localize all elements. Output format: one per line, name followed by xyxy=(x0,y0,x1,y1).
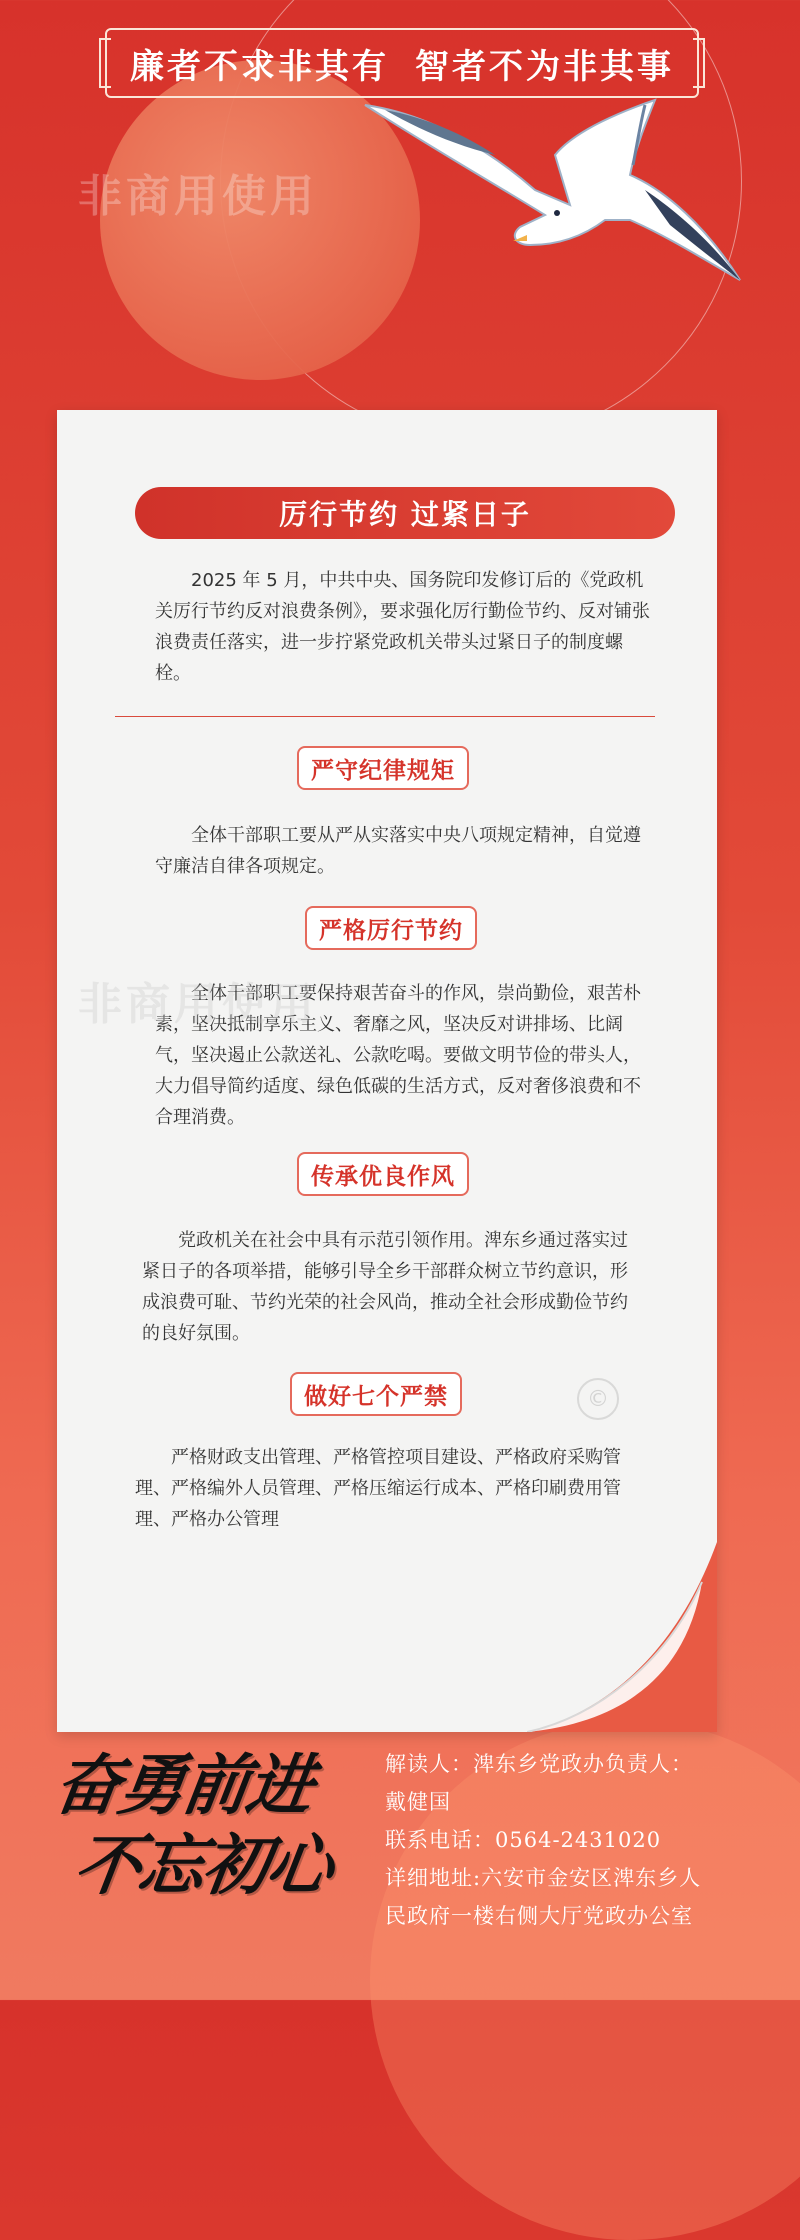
intro-paragraph: 2025 年 5 月，中共中央、国务院印发修订后的《党政机关厉行节约反对浪费条例》，要求强化厉行勤俭节约、反对铺张浪费责任落实，进一步拧紧党政机关带头过紧日子的制度螺栓。 xyxy=(155,570,650,684)
calligraphy-line: 不忘初心 xyxy=(69,1826,337,1904)
section-text: 党政机关在社会中具有示范引领作用。渒东乡通过落实过紧日子的各项举措，能够引导全乡干部群众树立节约意识，形成浪费可耻、节约光荣的社会风尚，推动全社会形成勤俭节约的良好氛围。 xyxy=(142,1230,628,1344)
section-text: 严格财政支出管理、严格管控项目建设、严格政府采购管理、严格编外人员管理、严格压缩运行成本、严格印刷费用管理、严格办公管理 xyxy=(135,1447,621,1530)
contact-line: 联系电话：0564-2431020 xyxy=(385,1828,662,1852)
watermark: 非商用使用 xyxy=(78,171,318,222)
contact-line: 详细地址:六安市金安区渒东乡人 xyxy=(385,1866,702,1890)
section-heading: 严格厉行节约 xyxy=(305,906,477,950)
slogan-left: 廉者不求非其有 xyxy=(130,46,389,87)
seagull-illustration xyxy=(345,95,755,295)
calligraphy-line: 奋勇前进 xyxy=(49,1746,317,1824)
page-curl xyxy=(527,1542,717,1732)
watermark: 非商用使用 xyxy=(78,979,318,1030)
slogan-right: 智者不为非其事 xyxy=(415,46,674,87)
contact-line: 解读人：渒东乡党政办负责人： xyxy=(385,1752,693,1776)
contact-line: 戴健国 xyxy=(385,1790,451,1814)
calligraphy-slogan xyxy=(49,1745,365,1905)
content-card xyxy=(57,410,717,1732)
contact-line: 民政府一楼右侧大厅党政办公室 xyxy=(385,1904,693,1928)
card-title: 厉行节约 过紧日子 xyxy=(135,487,675,539)
slogan-banner xyxy=(105,28,699,98)
section-heading: 做好七个严禁 xyxy=(290,1372,462,1416)
section-text: 全体干部职工要从严从实落实中央八项规定精神，自觉遵守廉洁自律各项规定。 xyxy=(155,825,641,877)
section-heading: 传承优良作风 xyxy=(297,1152,469,1196)
copyright-icon: © xyxy=(577,1378,619,1420)
contact-info xyxy=(385,1745,775,1935)
divider xyxy=(115,716,655,717)
section-heading: 严守纪律规矩 xyxy=(297,746,469,790)
section-text: 全体干部职工要保持艰苦奋斗的作风，崇尚勤俭，艰苦朴素，坚决抵制享乐主义、奢靡之风，坚决反对讲排场、比阔气，坚决遏止公款送礼、公款吃喝。要做文明节俭的带头人，大力倡导简约适度、绿色低碳的生活方式，反对奢侈浪费和不合理消费。 xyxy=(155,983,641,1128)
